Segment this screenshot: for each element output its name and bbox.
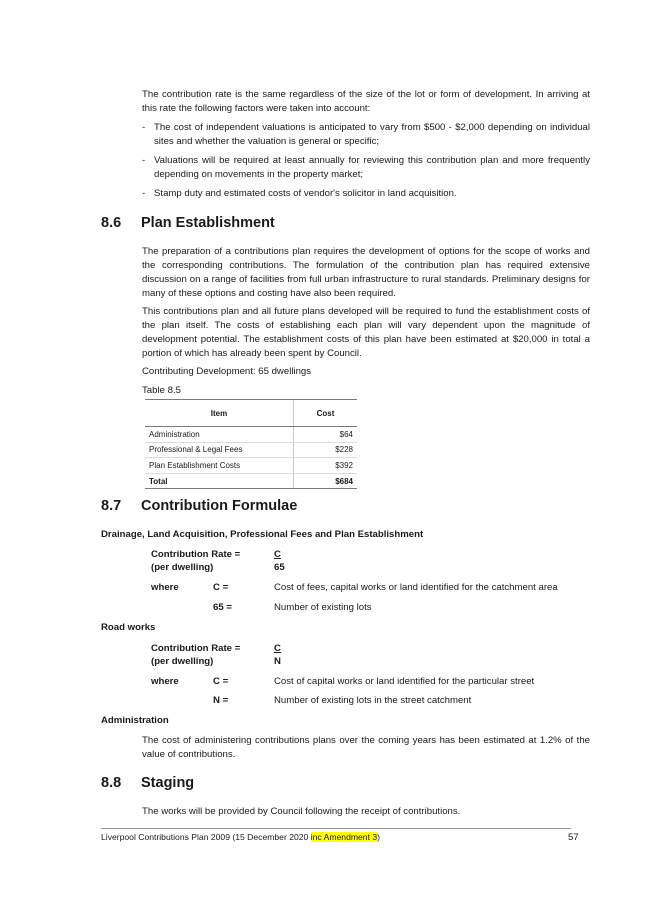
drainage-n-label: 65 =	[213, 602, 232, 613]
drainage-where: where	[151, 582, 179, 593]
road-rate-label: Contribution Rate =	[151, 643, 241, 654]
section-title: Plan Establishment	[141, 215, 275, 231]
table-cell-item: Plan Establishment Costs	[145, 458, 294, 474]
road-denominator: N	[274, 656, 281, 667]
administration-paragraph: The cost of administering contributions plans over the coming years has been estimated at 1.2% of the value of contributions.	[142, 735, 590, 760]
section-heading-8-8	[101, 775, 601, 795]
road-where: where	[151, 676, 179, 687]
table-cell-item: Administration	[145, 427, 294, 443]
table-cell-item: Professional & Legal Fees	[145, 442, 294, 458]
drainage-n-desc: Number of existing lots	[274, 602, 372, 613]
administration-heading: Administration	[101, 715, 169, 726]
road-numerator: C	[274, 643, 281, 654]
section-heading-8-6	[101, 215, 601, 235]
section-number: 8.7	[101, 498, 122, 514]
road-n-label: N =	[213, 695, 229, 706]
bullet-item: - Stamp duty and estimated costs of vendor's solicitor in land acquisition.	[142, 188, 457, 199]
drainage-numerator: C	[274, 549, 281, 560]
table-header-cost: Cost	[294, 400, 358, 427]
drainage-heading: Drainage, Land Acquisition, Professional Fees and Plan Establishment	[101, 529, 424, 540]
plan-establishment-paragraph-2: This contributions plan and all future plans developed will be required to fund the establishment costs of the plan itself. The costs of establishing each plan will vary dependent upon the magnitude of development potential. The establishment costs of this plan have been estimated at $20,000 in total a portion of which has already been spent by Council.	[142, 306, 590, 359]
cost-table	[145, 399, 357, 489]
table-cell-cost: $64	[294, 427, 358, 443]
section-heading-8-7	[101, 498, 601, 518]
intro-paragraph: The contribution rate is the same regardless of the size of the lot or form of development. In arriving at this rate the following factors were taken into account:	[142, 89, 590, 114]
drainage-per-dwelling: (per dwelling)	[151, 562, 214, 573]
footer-highlight: inc Amendment 3	[310, 832, 378, 842]
bullet-item: - Valuations will be required at least annually for reviewing this contribution plan and more frequently depending on movements in the property market;	[142, 155, 590, 180]
road-c-label: C =	[213, 676, 229, 687]
drainage-denominator: 65	[274, 562, 285, 573]
table-header-row	[145, 400, 357, 427]
road-c-desc: Cost of capital works or land identified for the particular street	[274, 676, 535, 687]
section-title: Staging	[141, 775, 195, 791]
table-row	[145, 458, 357, 474]
table-label: Table 8.5	[142, 385, 181, 396]
bullet-item: - The cost of independent valuations is anticipated to vary from $500 - $2,000 depending on individual sites and whether the valuation is general or specific;	[142, 122, 590, 147]
footer-divider	[101, 828, 571, 829]
drainage-rate-label: Contribution Rate =	[151, 549, 241, 560]
table-row	[145, 427, 357, 443]
table-total-label: Total	[145, 473, 294, 489]
staging-paragraph: The works will be provided by Council following the receipt of contributions.	[142, 806, 461, 817]
page-number: 57	[568, 832, 579, 843]
section-number: 8.6	[101, 215, 122, 231]
road-n-desc: Number of existing lots in the street catchment	[274, 695, 472, 706]
road-per-dwelling: (per dwelling)	[151, 656, 214, 667]
plan-establishment-paragraph-1: The preparation of a contributions plan requires the development of options for the scope of works and the corresponding contributions. The formulation of the contribution plan has required extensive discussion on a range of facilities from full urban infrastructure to rural standards. Preliminary designs for many of these options and costing have also been required.	[142, 246, 590, 299]
section-number: 8.8	[101, 775, 122, 791]
section-title: Contribution Formulae	[141, 498, 298, 514]
road-works-heading: Road works	[101, 622, 156, 633]
footer-text: Liverpool Contributions Plan 2009 (15 December 2020 inc Amendment 3)	[101, 832, 381, 842]
table-header-item: Item	[145, 400, 294, 427]
table-cell-cost: $392	[294, 458, 358, 474]
contributing-development: Contributing Development: 65 dwellings	[142, 366, 312, 377]
table-row	[145, 442, 357, 458]
table-total-value: $684	[294, 473, 358, 489]
table-total-row	[145, 473, 357, 489]
table-cell-cost: $228	[294, 442, 358, 458]
drainage-c-desc: Cost of fees, capital works or land identified for the catchment area	[274, 582, 558, 593]
drainage-c-label: C =	[213, 582, 229, 593]
